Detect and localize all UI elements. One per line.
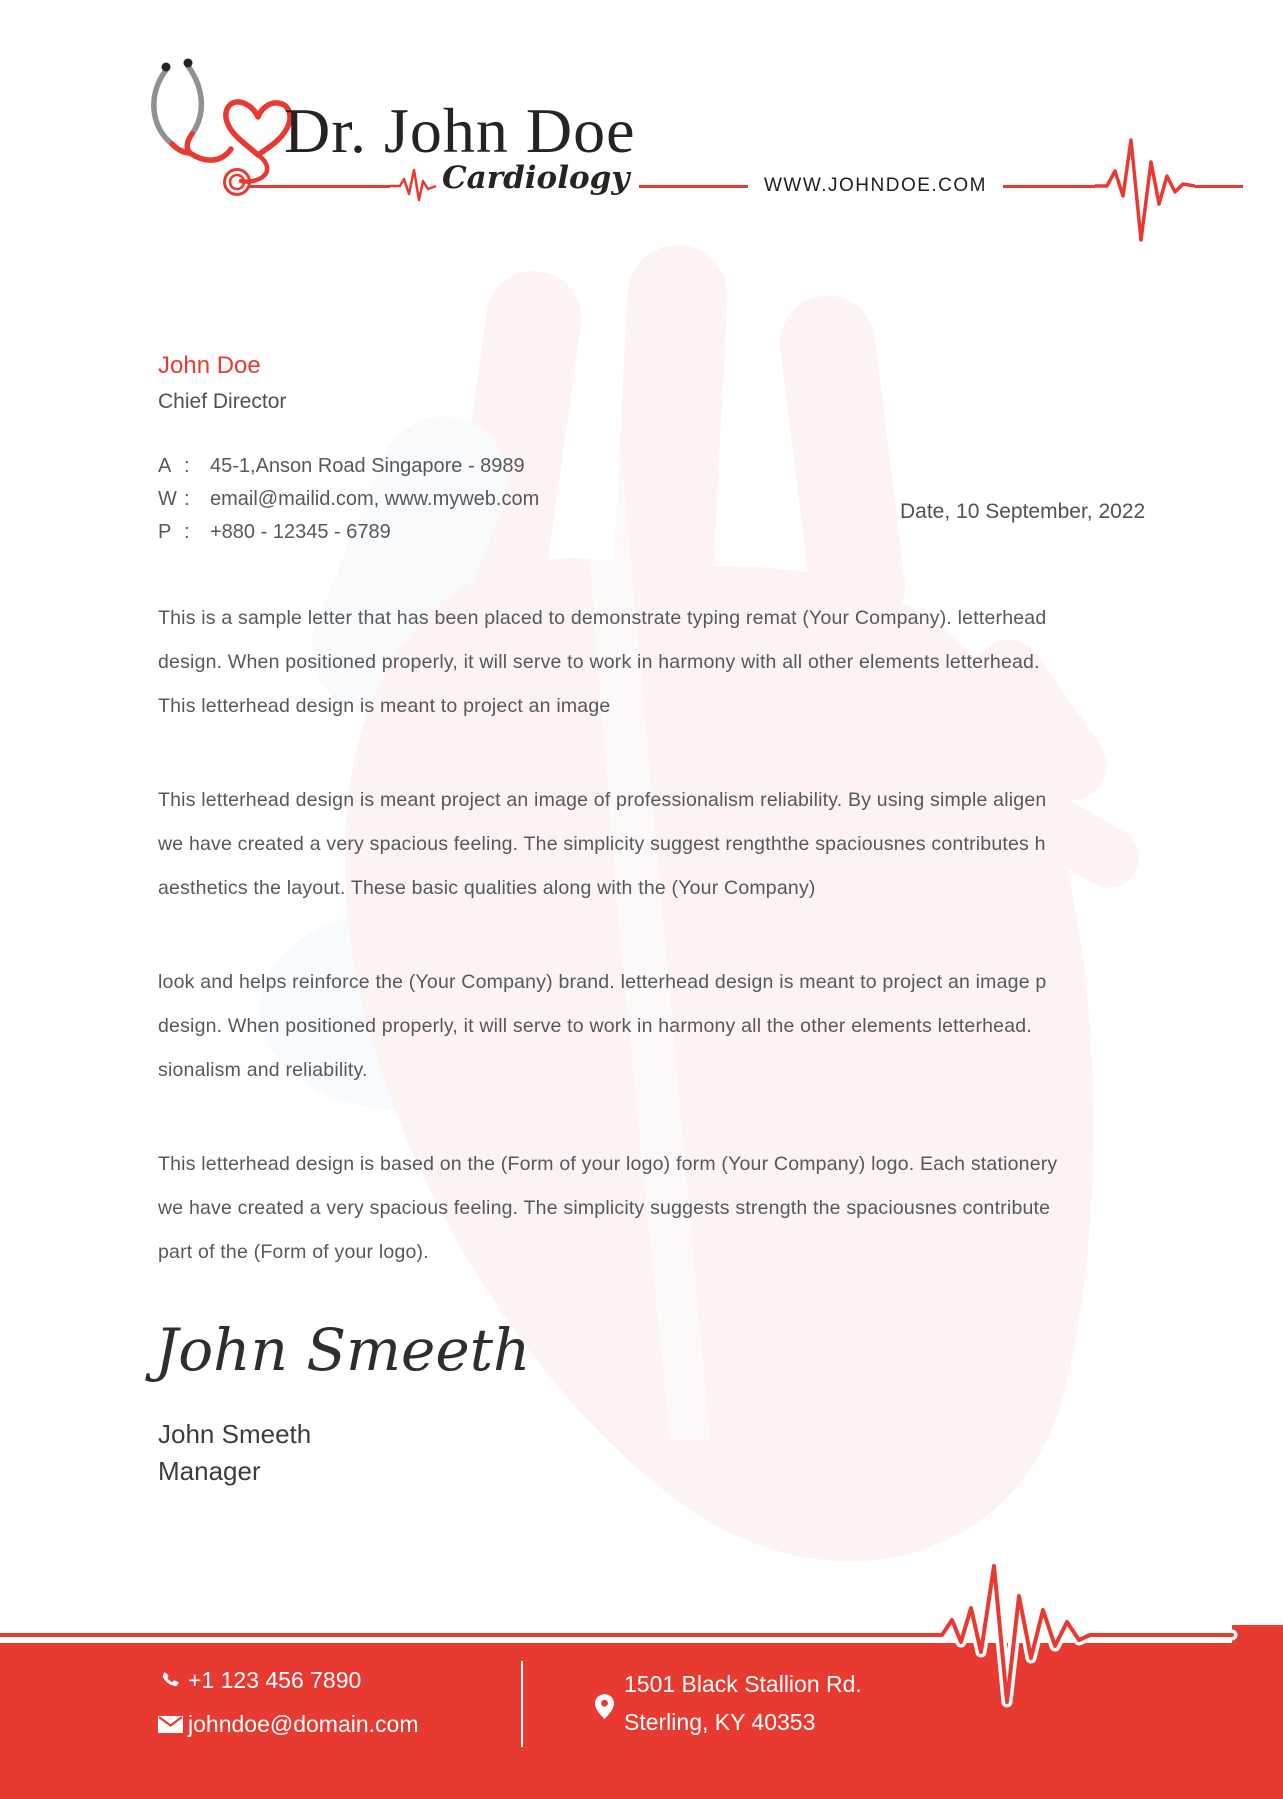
paragraph [158,1142,1188,1274]
contact-label: W [158,488,177,510]
footer-contact-group [158,1667,418,1755]
contact-colon [184,450,210,483]
contact-colon [184,483,210,516]
contact-value: 45-1,Anson Road Singapore - 8989 [210,455,525,477]
contact-value: email@mailid.com, www.myweb.com [210,488,540,510]
contact-colon [184,516,210,549]
contact-label: A [158,455,172,477]
paragraph-line: This is a sample letter that has been placed to demonstrate typing remat (Your Company). letterhead [158,607,1047,629]
rule-segment [1195,185,1243,188]
footer-phone-row [158,1667,418,1694]
paragraph-line: design. When positioned properly, it will serve to work in harmony with all other elements letterhead. [158,651,1040,673]
footer-address [624,1665,862,1741]
paragraph [158,778,1188,910]
footer-address-line2: Sterling, KY 40353 [624,1709,816,1735]
envelope-icon [158,1716,188,1733]
sender-title: Chief Director [158,390,287,413]
footer-divider [521,1661,523,1747]
paragraph-line: design. When positioned properly, it will serve to work in harmony all the other elements letterhead. [158,1015,1032,1037]
footer-address-group [594,1665,862,1741]
contact-row-phone [158,516,539,549]
contact-value: +880 - 12345 - 6789 [210,521,391,543]
footer-email-row [158,1711,418,1738]
contact-label: P [158,521,172,543]
contact-row-web [158,483,539,516]
ekg-large-icon [1095,128,1195,244]
signature-block [158,1416,311,1490]
rule-segment [250,185,390,188]
contact-row-address [158,450,539,483]
paragraph-line: This letterhead design is meant to project an image [158,695,611,717]
specialty-label: Cardiology [442,160,630,196]
sender-name: John Doe [158,352,261,379]
paragraph-line: sionalism and reliability. [158,1059,368,1081]
header-rule [250,128,1243,244]
doctor-name: Dr. John Doe [284,95,636,166]
ekg-small-icon [390,164,436,208]
website-text: WWW.JOHNDOE.COM [763,175,987,196]
paragraph [158,960,1188,1092]
location-pin-icon [594,1671,624,1741]
rule-segment [1003,185,1095,188]
footer-address-line1: 1501 Black Stallion Rd. [624,1671,862,1697]
footer-phone: +1 123 456 7890 [188,1667,362,1693]
paragraph-line: part of the (Form of your logo). [158,1241,429,1263]
paragraph-line: we have created a very spacious feeling. The simplicity suggests strength the spaciousnes contribute [158,1197,1051,1219]
signature-name: John Smeeth [158,1419,312,1449]
paragraph-line: This letterhead design is meant project an image of professionalism reliability. By using simple aligen [158,789,1047,811]
paragraph-line: aesthetics the layout. These basic qualities along with the (Your Company) [158,877,816,899]
footer [0,1643,1283,1799]
paragraph-line: This letterhead design is based on the (Form of your logo) form (Your Company) logo. Each stationery [158,1153,1058,1175]
signature-title: Manager [158,1456,261,1486]
paragraph [158,596,1188,728]
letter-body [158,596,1188,1324]
paragraph-line: we have created a very spacious feeling. The simplicity suggest rengththe spaciousnes contributes h [158,833,1046,855]
rule-segment [639,185,748,188]
sender-block [158,352,539,549]
date-line: Date, 10 September, 2022 [900,500,1146,523]
footer-email: johndoe@domain.com [188,1711,419,1737]
phone-icon [158,1669,188,1693]
paragraph-line: look and helps reinforce the (Your Company) brand. letterhead design is meant to project an image p [158,971,1047,993]
signature-handwriting: John Smeeth [155,1316,531,1384]
